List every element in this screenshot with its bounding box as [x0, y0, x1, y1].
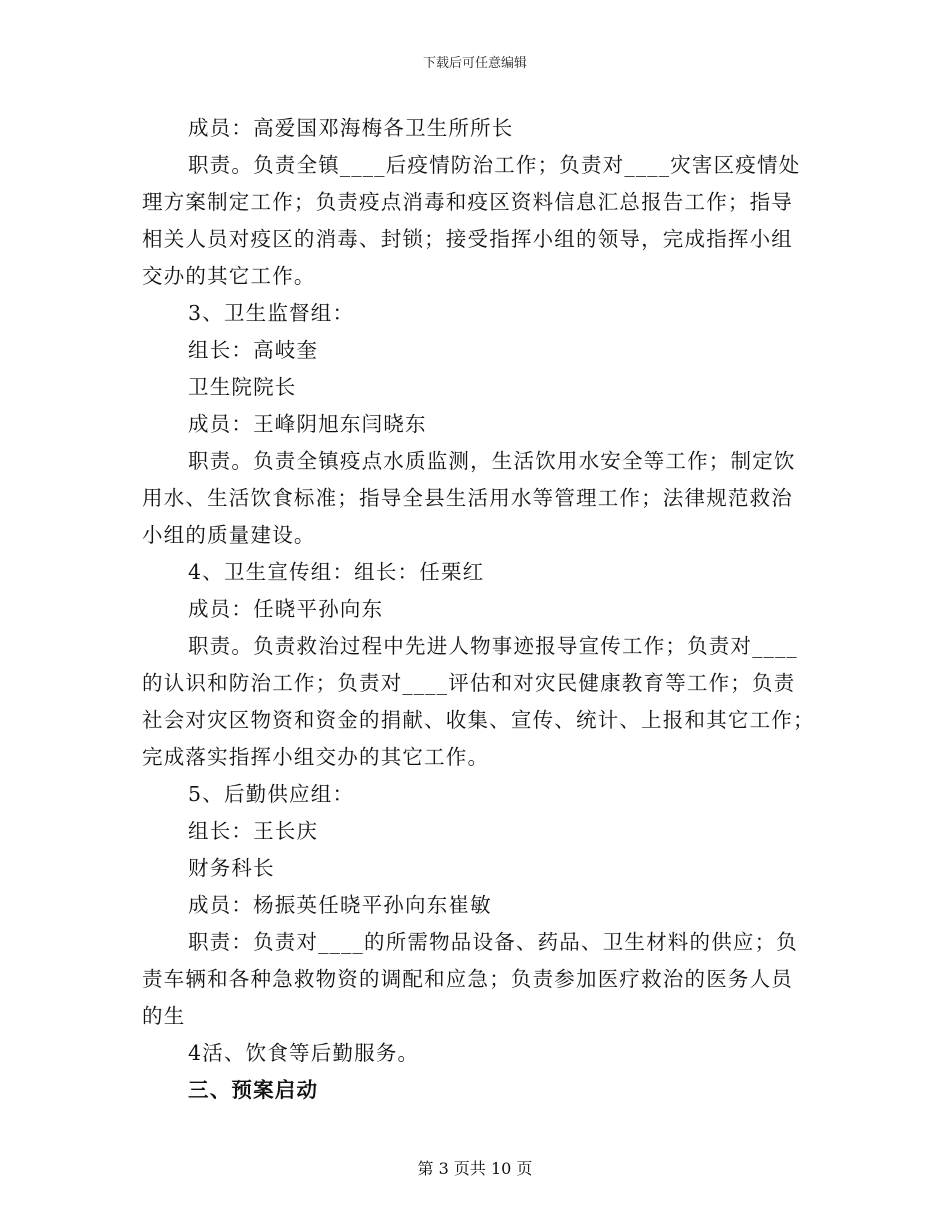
paragraph-line: 成员：王峰阴旭东闫晓东	[188, 412, 427, 436]
paragraph-line: 4、卫生宣传组：组长：任栗红	[188, 560, 485, 584]
paragraph-line: 社会对灾区物资和资金的捐献、收集、宣传、统计、上报和其它工作；	[142, 708, 815, 732]
paragraph-line: 职责。负责救治过程中先进人物事迹报导宣传工作；负责对____	[188, 634, 798, 658]
document-body	[142, 110, 815, 1109]
paragraph-line: 完成落实指挥小组交办的其它工作。	[142, 745, 490, 769]
paragraph-line: 责车辆和各种急救物资的调配和应急；负责参加医疗救治的医务人员	[142, 967, 793, 991]
paragraph-line: 职责。负责全镇疫点水质监测，生活饮用水安全等工作；制定饮	[188, 449, 796, 473]
page-header: 下载后可任意编辑	[422, 56, 527, 71]
paragraph-line: 交办的其它工作。	[142, 264, 316, 288]
paragraph-line: 成员：高爱国邓海梅各卫生所所长	[188, 116, 514, 140]
section-heading: 三、预案启动	[188, 1078, 319, 1102]
paragraph-line: 5、后勤供应组：	[188, 782, 355, 806]
paragraph-line: 职责。负责全镇____后疫情防治工作；负责对____灾害区疫情处	[188, 153, 801, 177]
paragraph-line: 财务科长	[188, 856, 275, 880]
paragraph-line: 的生	[142, 1004, 186, 1028]
page-footer: 第 3 页共 10 页	[417, 1159, 533, 1178]
paragraph-line: 组长：王长庆	[188, 819, 319, 843]
paragraph-line: 成员：任晓平孙向东	[188, 597, 384, 621]
paragraph-line: 组长：高岐奎	[188, 338, 319, 362]
paragraph-line: 卫生院院长	[188, 375, 297, 399]
paragraph-line: 用水、生活饮食标准；指导全县生活用水等管理工作；法律规范救治	[142, 486, 793, 510]
paragraph-line: 成员：杨振英任晓平孙向东崔敏	[188, 893, 492, 917]
paragraph-line: 小组的质量建设。	[142, 523, 316, 547]
paragraph-line: 的认识和防治工作；负责对____评估和对灾民健康教育等工作；负责	[142, 671, 796, 695]
paragraph-line: 相关人员对疫区的消毒、封锁；接受指挥小组的领导，完成指挥小组	[142, 227, 793, 251]
paragraph-line: 3、卫生监督组：	[188, 301, 355, 325]
paragraph-line: 职责：负责对____的所需物品设备、药品、卫生材料的供应；负	[188, 930, 798, 954]
paragraph-line: 理方案制定工作；负责疫点消毒和疫区资料信息汇总报告工作；指导	[142, 190, 793, 214]
paragraph-line: 4活、饮食等后勤服务。	[188, 1041, 420, 1065]
